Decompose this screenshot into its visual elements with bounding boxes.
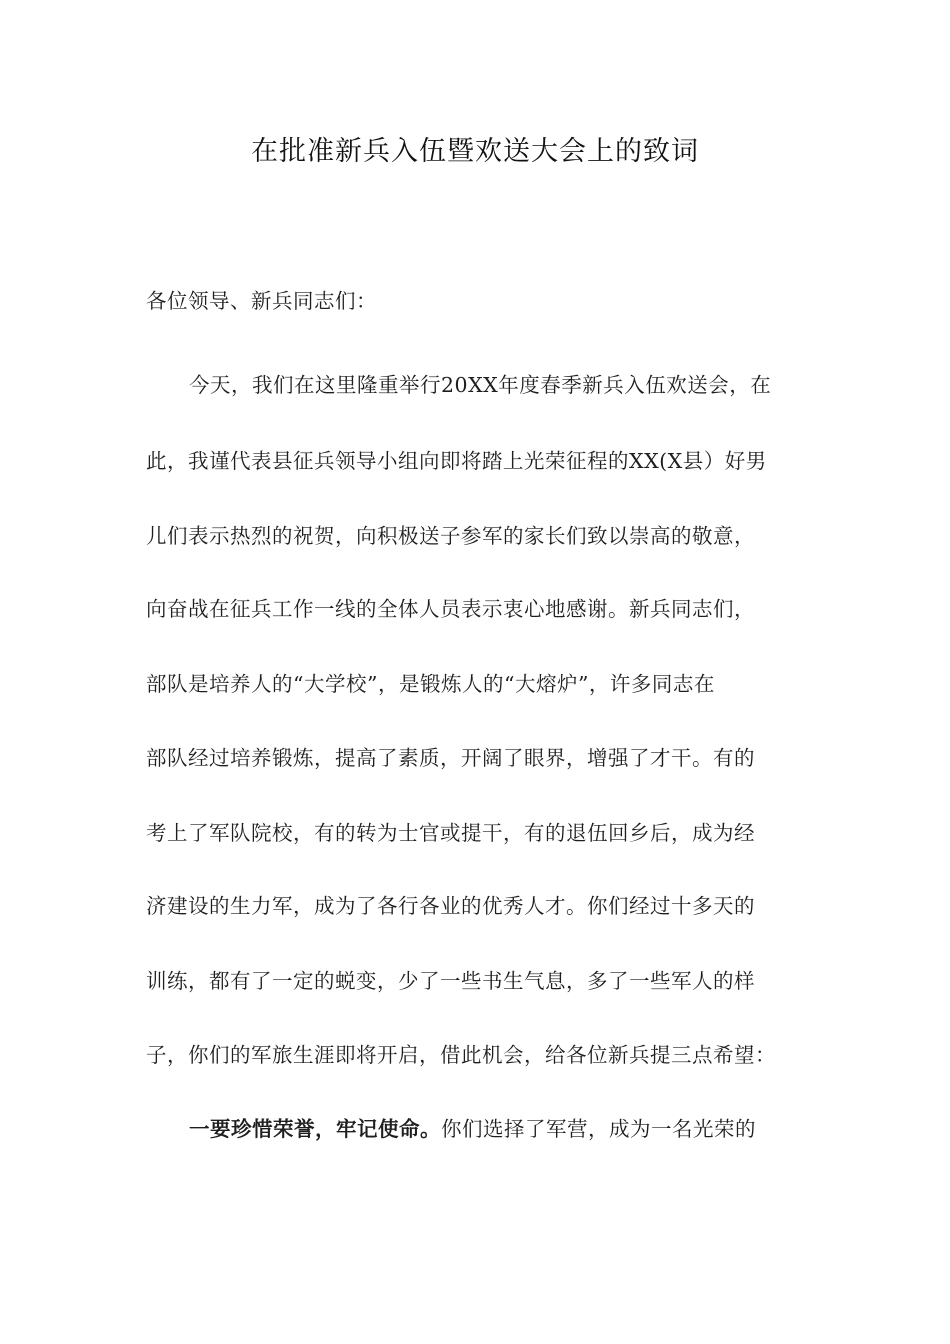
- point-one-text: 你们选择了军营，成为一名光荣的: [441, 1117, 756, 1141]
- paragraph-line: 子，你们的军旅生涯即将开启，借此机会，给各位新兵提三点希望：: [146, 1043, 776, 1067]
- paragraph-line: 部队是培养人的“大学校”，是锻炼人的“大熔炉”，许多同志在: [146, 672, 715, 696]
- paragraph-line: 儿们表示热烈的祝贺，向积极送子参军的家长们致以崇高的敬意，: [146, 524, 755, 548]
- paragraph-line: 此，我谨代表县征兵领导小组向即将踏上光荣征程的XX(X县）好男: [146, 449, 767, 473]
- salutation: 各位领导、新兵同志们：: [146, 289, 377, 313]
- document-title: 在批准新兵入伍暨欢送大会上的致词: [251, 136, 699, 167]
- paragraph-line: 考上了军队院校，有的转为士官或提干，有的退伍回乡后，成为经: [146, 821, 755, 845]
- point-one-heading: 一要珍惜荣誉，牢记使命。: [189, 1117, 441, 1141]
- point-one-line: [189, 1114, 756, 1144]
- paragraph-line: 今天，我们在这里隆重举行20XX年度春季新兵入伍欢送会，在: [189, 373, 772, 397]
- paragraph-line: 济建设的生力军，成为了各行各业的优秀人才。你们经过十多天的: [146, 894, 755, 918]
- paragraph-line: 训练，都有了一定的蜕变，少了一些书生气息，多了一些军人的样: [146, 969, 755, 993]
- paragraph-line: 向奋战在征兵工作一线的全体人员表示衷心地感谢。新兵同志们，: [146, 597, 755, 621]
- paragraph-line: 部队经过培养锻炼，提高了素质，开阔了眼界，增强了才干。有的: [146, 746, 755, 770]
